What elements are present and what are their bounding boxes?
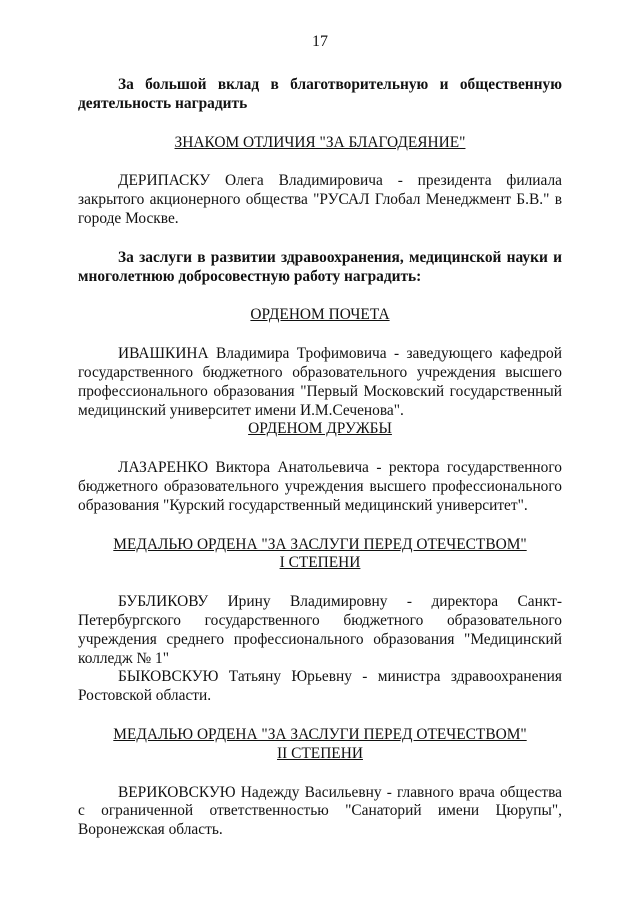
page-number: 17 — [312, 33, 328, 50]
award-lazarenko: ЛАЗАРЕНКО Виктора Анатольевича - ректора государственного бюджетного образовательного учреждения высшего профессионального образования "Курский государственный медицинский университет". — [78, 459, 562, 514]
heading-medal-second-degree-line2: II СТЕПЕНИ — [277, 744, 363, 762]
award-verikovskaya: ВЕРИКОВСКУЮ Надежду Васильевну - главного врача общества с ограниченной ответственностью "Санаторий имени Цюрупы", Воронежская область. — [78, 783, 562, 839]
award-bublikova: БУБЛИКОВУ Ирину Владимировну - директора Санкт-Петербургского государственного бюджетного образовательного учреждения среднего профессионального образования "Медицинский колледж № 1" — [78, 593, 562, 667]
heading-medal-second-degree-line1: МЕДАЛЬЮ ОРДЕНА "ЗА ЗАСЛУГИ ПЕРЕД ОТЕЧЕСТВОМ" — [113, 725, 527, 743]
intro-healthcare: За заслуги в развитии здравоохранения, медицинской науки и многолетнюю добросовестную работу наградить: — [78, 248, 562, 285]
heading-badge-charity: ЗНАКОМ ОТЛИЧИЯ "ЗА БЛАГОДЕЯНИЕ" — [174, 133, 466, 151]
award-bykovskaya: БЫКОВСКУЮ Татьяну Юрьевну - министра здравоохранения Ростовской области. — [78, 668, 562, 705]
heading-order-honor: ОРДЕНОМ ПОЧЕТА — [250, 306, 390, 324]
heading-medal-first-degree-line1: МЕДАЛЬЮ ОРДЕНА "ЗА ЗАСЛУГИ ПЕРЕД ОТЕЧЕСТВОМ" — [113, 535, 527, 553]
document-body — [78, 76, 562, 840]
award-ivashkin: ИВАШКИНА Владимира Трофимовича - заведующего кафедрой государственного бюджетного образовательного учреждения высшего профессионального образования "Первый Московский государственный медицинский университет имени И.М.Сеченова". — [78, 345, 562, 419]
award-deripaska: ДЕРИПАСКУ Олега Владимировича - президента филиала закрытого акционерного общества "РУСАЛ Глобал Менеджмент Б.В." в городе Москве. — [78, 172, 562, 227]
heading-order-friendship: ОРДЕНОМ ДРУЖБЫ — [248, 420, 392, 438]
heading-medal-first-degree-line2: I СТЕПЕНИ — [279, 554, 361, 572]
intro-charity: За большой вклад в благотворительную и общественную деятельность наградить — [78, 76, 562, 112]
